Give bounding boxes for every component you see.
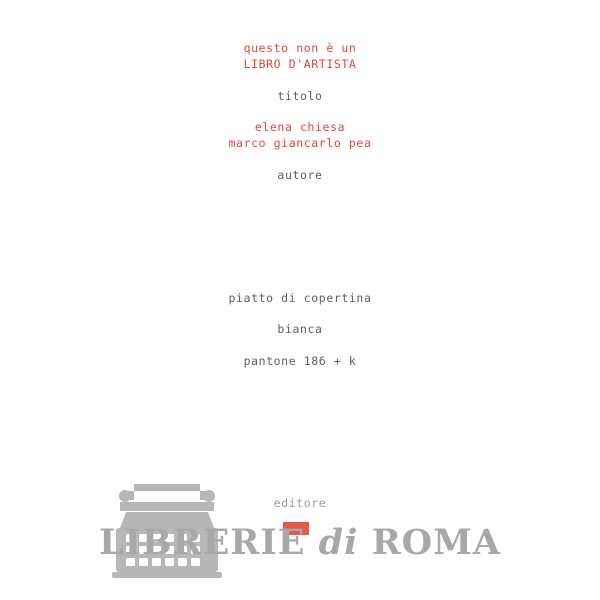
publisher-caption: editore [273, 496, 327, 510]
title-caption: titolo [277, 89, 323, 103]
logo-word-2: RERIE [172, 522, 306, 563]
title-line-1: questo non è un [243, 41, 357, 55]
author-line-2: marco giancarlo pea [228, 136, 372, 150]
cover-inks-block [0, 353, 600, 369]
author-caption-block [0, 167, 600, 183]
cover-label: piatto di copertina [228, 291, 372, 305]
cover-color-block [0, 321, 600, 337]
logo-word-3: ROMA [371, 522, 502, 563]
author-line-1: elena chiesa [254, 120, 346, 134]
title-block [0, 40, 600, 72]
cover-label-block [0, 290, 600, 306]
title-line-2: LIBRO D'ARTISTA [243, 57, 357, 71]
logo-word-italic: di [318, 522, 359, 563]
cover-color: bianca [277, 322, 323, 336]
logo-word-1: LIB [98, 522, 173, 563]
author-caption: autore [277, 168, 323, 182]
publisher-logo [0, 478, 600, 588]
title-caption-block [0, 88, 600, 104]
logo-wordmark [0, 522, 600, 563]
cover-inks: pantone 186 + k [243, 354, 357, 368]
author-block [0, 119, 600, 151]
